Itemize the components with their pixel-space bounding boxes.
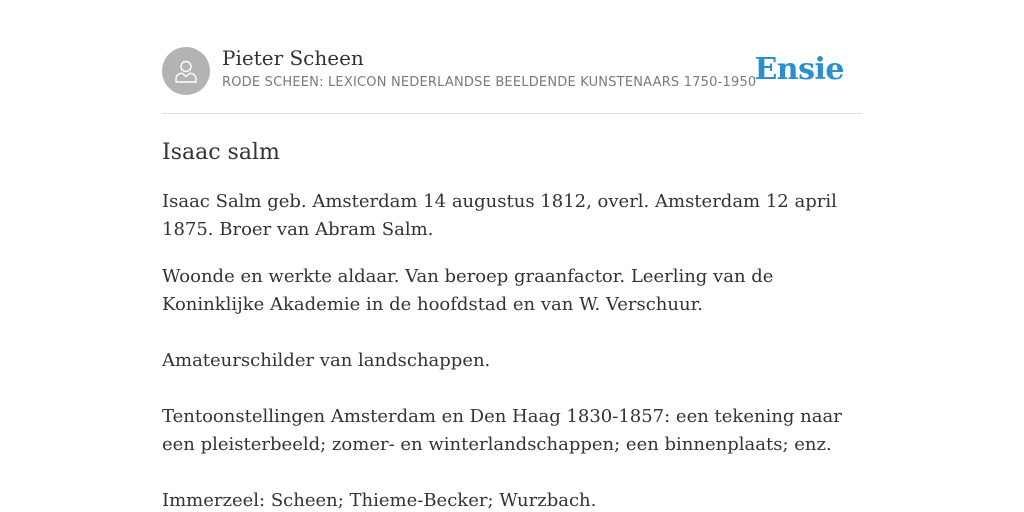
paragraph: Immerzeel: Scheen; Thieme-Becker; Wurzbach. <box>162 490 597 511</box>
paragraph: Tentoonstellingen Amsterdam en Den Haag 1830-1857: een tekening naar een pleisterbeeld; zomer- en winterlandschappen; een binnenplaats; enz. <box>162 406 842 455</box>
paragraph: Isaac Salm geb. Amsterdam 14 augustus 1812, overl. Amsterdam 12 april 1875. Broer van Abram Salm. <box>162 191 837 240</box>
article <box>162 138 862 512</box>
avatar[interactable] <box>162 47 210 95</box>
brand-logo[interactable]: Ensie <box>754 52 844 87</box>
source-title[interactable]: RODE SCHEEN: LEXICON NEDERLANDSE BEELDENDE KUNSTENAARS 1750-1950 <box>222 75 757 90</box>
header-divider <box>162 113 862 114</box>
author-name[interactable]: Pieter Scheen <box>222 46 364 70</box>
user-icon <box>173 58 199 84</box>
paragraph: Amateurschilder van landschappen. <box>162 350 491 371</box>
article-title: Isaac salm <box>162 140 280 165</box>
paragraph: Woonde en werkte aldaar. Van beroep graanfactor. Leerling van de Koninklijke Akademie in de hoofdstad en van W. Verschuur. <box>162 266 774 315</box>
header <box>162 46 862 96</box>
